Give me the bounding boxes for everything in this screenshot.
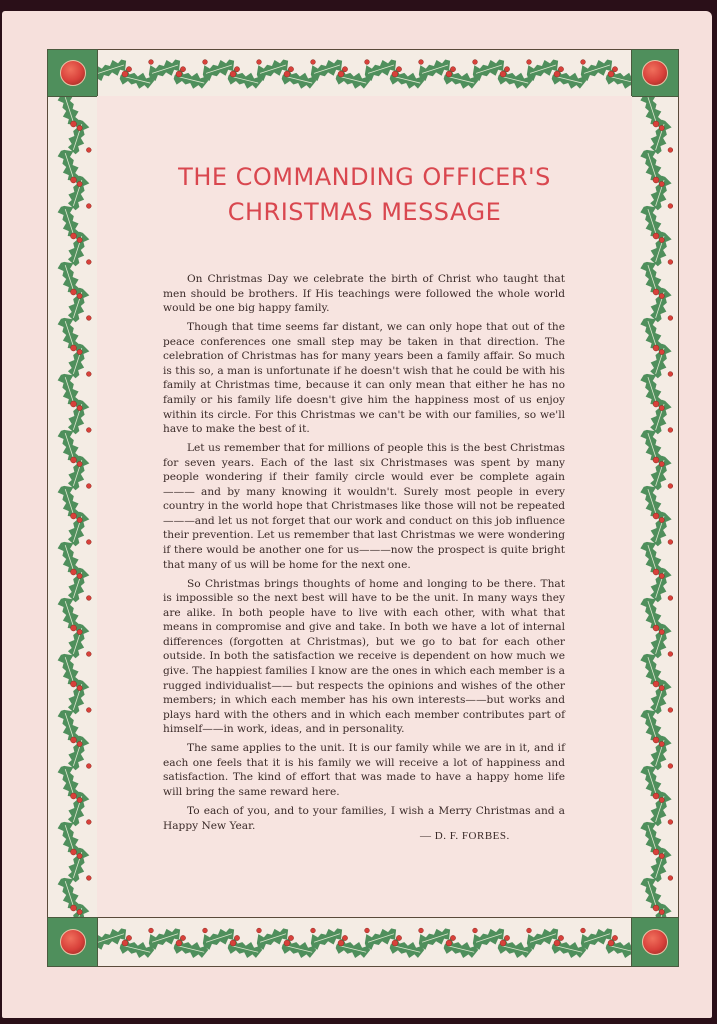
paragraph: On Christmas Day we celebrate the birth of Christ who taught that men should be brothers. If His teachings were followed the whole world would be one big happy family. bbox=[163, 273, 565, 315]
paragraph: Though that time seems far distant, we can only hope that out of the peace conferences one small step may be taken in that direction. The celebration of Christmas has for many years been a family affair. So much is this so, a man is unfortunate if he doesn't wish that he could be with his family at Christmas time, because it can only mean that either he has no family or his family life doesn't give him the happiness most of us enjoy within its circle. For this Christmas we can't be with our families, so we'll have to make the best of it. bbox=[163, 321, 565, 436]
top-holly-border bbox=[96, 49, 633, 97]
signature: — D. F. FORBES. bbox=[420, 830, 510, 842]
corner-top-left bbox=[47, 49, 98, 97]
paragraph: The same applies to the unit. It is our family while we are in it, and if each one feels that it is his family we will receive a lot of happiness and satisfaction. The kind of effort that was made to have a happy home life will bring the same reward here. bbox=[163, 742, 565, 798]
berry-icon bbox=[60, 929, 86, 955]
paragraph: So Christmas brings thoughts of home and longing to be there. That is impossible so the next best will have to be the unit. In many ways they are alike. In both people have to live with each other, with what that means in compromise and give and take. In both we have a lot of internal differences (forgotten at Christmas), but we go to bat for each other outside. In both the satisfaction we receive is dependent on how much we give. The happiest families I know are the ones in which each member is a rugged individualist—— but respects the opinions and wishes of the other members; in which each member has his own interests——but works and plays hard with the others and in which each member contributes part of himself——in work, ideas, and in personality. bbox=[163, 577, 565, 736]
message-body bbox=[163, 272, 565, 838]
left-holly-border bbox=[47, 95, 98, 918]
holly-border-icon bbox=[97, 50, 633, 97]
berry-icon bbox=[60, 60, 86, 86]
title-line-1: THE COMMANDING OFFICER'S bbox=[178, 163, 551, 191]
holly-border-icon bbox=[97, 918, 633, 967]
corner-bottom-left bbox=[47, 917, 98, 967]
holly-border-icon bbox=[632, 96, 679, 918]
berry-icon bbox=[642, 60, 668, 86]
berry-icon bbox=[642, 929, 668, 955]
corner-top-right bbox=[631, 49, 679, 97]
corner-bottom-right bbox=[631, 917, 679, 967]
paragraph: To each of you, and to your families, I wish a Merry Christmas and a Happy New Year. bbox=[163, 805, 565, 832]
holly-border-icon bbox=[48, 96, 98, 918]
title-line-2: CHRISTMAS MESSAGE bbox=[227, 198, 502, 226]
right-holly-border bbox=[631, 95, 679, 918]
bottom-holly-border bbox=[96, 917, 633, 967]
paragraph: Let us remember that for millions of people this is the best Christmas for seven years. Each of the last six Christmases was spent by many people wondering if their family circle would ever be complete again——— and by many knowing it wouldn't. Surely most people in every country in the world hope that Christmases like those will not be repeated———and let us not forget that our work and conduct on this job influence their prevention. Let us remember that last Christmas we were wondering if there would be another one for us———now the prospect is quite bright that many of us will be home for the next one. bbox=[163, 442, 565, 571]
